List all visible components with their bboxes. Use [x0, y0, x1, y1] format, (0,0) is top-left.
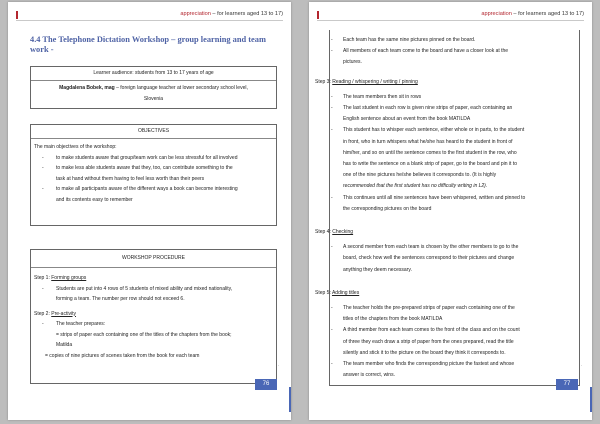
step5-heading: Step 5: Adding titles	[315, 289, 360, 296]
header-marker	[317, 11, 319, 19]
objectives-intro: The main objectives of the workshop:	[34, 144, 117, 150]
page-number: 76	[255, 379, 277, 390]
step3-heading: Step 3: Reading / whispering / writing / pinning	[315, 78, 418, 85]
list-item: - The teacher holds the pre-prepared strips of paper each containing one of the titles of the chapters from the book MATILDA	[331, 305, 515, 323]
header-marker	[16, 11, 18, 19]
list-item: - This student has to whisper each sentence, either whole or in parts, to the student in front, who in turn whispers what he/she has heard to the student in front of him/her, and so on until the sentence comes to the first student in the row, who has to write the sentence on a blank strip of paper, go to the board and pin it to one of the nine pictures he/she believes it corresponds to. (It is highly recommended that the first student has no difficulty writing in L2).	[331, 127, 525, 190]
list-item: - The team members then sit in rows	[331, 93, 422, 100]
right-page	[309, 2, 592, 420]
audience-text: Learner audience: students from 13 to 17 years of age	[31, 67, 276, 81]
header-text: appreciation – for learners aged 13 to 17)	[481, 11, 584, 17]
procedure-title: WORKSHOP PROCEDURE	[31, 250, 276, 268]
list-item: - This continues until all nine sentences have been whispered, written and pinned to the corresponding pictures on the board	[331, 194, 526, 212]
step2-heading: Step 2: Pre-activity	[34, 310, 76, 317]
step2-subitem: = strips of paper each containing one of the titles of the chapters from the book; Matilda	[56, 331, 232, 348]
procedure-box	[30, 249, 280, 384]
audience-box	[30, 66, 277, 109]
list-item: - The team member who finds the corresponding picture the fastest and whose answer is correct, wins.	[331, 361, 515, 379]
list-item: - A third member from each team comes to the front of the class and on the count of three they each draw a strip of paper from the ones prepared, read the title silently and stick it to the picture on the board they think it corresponds to.	[331, 327, 520, 356]
right-content	[315, 35, 583, 381]
author-info: Magdalena Bobek, mag – foreign language teacher at lower secondary school level,	[59, 85, 248, 91]
step2-subitem: = copies of nine pictures of scenes taken from the book for each team	[45, 352, 200, 359]
list-item: - All members of each team come to the board and have a closer look at the pictures.	[331, 48, 509, 66]
page-header	[16, 10, 283, 21]
left-page	[8, 2, 291, 420]
page-edge-bar	[590, 387, 592, 412]
list-item: - The last student in each row is given nine strips of paper, each containing an English sentence about an event from the book MATILDA	[331, 105, 513, 123]
objective-item: - to make all participants aware of the different ways a book can become interesting and its contents easy to remember	[42, 186, 238, 203]
page-number: 77	[556, 379, 578, 390]
page-header	[317, 10, 584, 21]
objectives-title: OBJECTIVES	[31, 125, 276, 139]
author-location: Slovenia	[143, 95, 164, 102]
list-item: - A second member from each team is chosen by the other members to go to the board, check how well the sentences correspond to their pictures and change anything they deem necessary.	[331, 244, 519, 273]
margin-dot: .	[581, 362, 583, 368]
section-heading: 4.4 The Telephone Dictation Workshop – group learning and team work -	[30, 35, 266, 54]
objectives-box	[30, 124, 277, 226]
header-text: appreciation – for learners aged 13 to 17)	[180, 11, 283, 17]
step1-item: - Students are put into 4 rows of 5 students of mixed ability and mixed nationality, forming a team. The number per row should not exceed 6.	[42, 285, 233, 302]
step2-item: - The teacher prepares:	[42, 321, 106, 327]
objective-item: - to make students aware that group/team work can be less stressful for all involved	[42, 154, 238, 161]
margin-dot: .	[278, 362, 280, 368]
step4-heading: Step 4: Checking	[315, 229, 354, 236]
page-edge-bar	[289, 387, 291, 412]
objective-item: - to make less able students aware that they, too, can contribute something to the task at hand without them having to feel less worth than their peers	[42, 165, 233, 182]
list-item: - Each team has the same nine pictures pinned on the board.	[331, 37, 476, 43]
step1-heading: Step 1: Forming groups	[34, 275, 87, 281]
